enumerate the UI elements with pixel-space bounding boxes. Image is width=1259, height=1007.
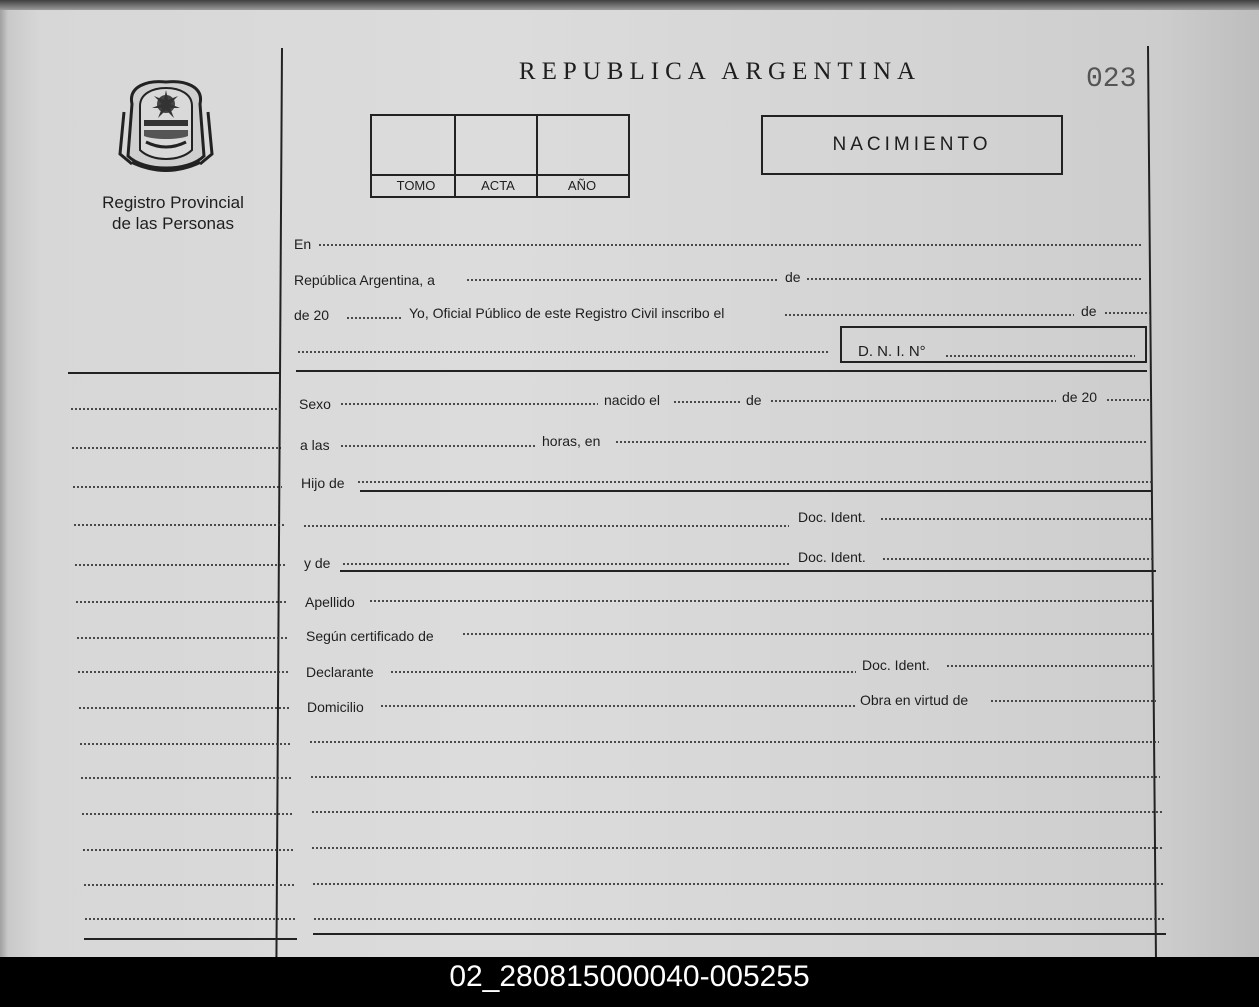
horas-en-label: horas, en bbox=[542, 433, 601, 449]
mother-doc-field[interactable] bbox=[882, 558, 1155, 560]
margin-bottom-rule bbox=[84, 938, 297, 940]
margin-line[interactable] bbox=[83, 884, 296, 886]
obra-en-virtud-label: Obra en virtud de bbox=[860, 692, 969, 708]
a-las-label: a las bbox=[300, 437, 330, 453]
section-divider-1 bbox=[296, 370, 1147, 372]
bottom-rule bbox=[313, 933, 1166, 935]
segun-certificado-label: Según certificado de bbox=[306, 628, 434, 644]
y-de-label: y de bbox=[304, 555, 331, 571]
birth-year-field[interactable] bbox=[1106, 399, 1150, 401]
father-name-field[interactable] bbox=[303, 525, 789, 527]
margin-line[interactable] bbox=[74, 564, 285, 566]
de-20-label: de 20 bbox=[294, 307, 330, 323]
domicilio-label: Domicilio bbox=[307, 699, 364, 715]
margin-line[interactable] bbox=[78, 707, 290, 709]
margin-line[interactable] bbox=[79, 743, 291, 745]
note-line[interactable] bbox=[313, 918, 1165, 920]
note-line[interactable] bbox=[312, 883, 1164, 885]
birth-day-field[interactable] bbox=[673, 401, 741, 403]
margin-divider-line bbox=[275, 48, 283, 957]
acta-label: ACTA bbox=[481, 178, 515, 193]
dni-field[interactable] bbox=[945, 355, 1135, 357]
margin-line[interactable] bbox=[75, 601, 286, 603]
image-id-label: 02_280815000040-005255 bbox=[449, 960, 810, 993]
hijo-de-label: Hijo de bbox=[301, 475, 345, 491]
doc-ident-label-2: Doc. Ident. bbox=[798, 549, 866, 565]
republica-label: República Argentina, a bbox=[294, 272, 435, 288]
dni-label: D. N. I. N° bbox=[858, 343, 926, 360]
inscribo-field[interactable] bbox=[784, 314, 1074, 316]
margin-line[interactable] bbox=[70, 408, 280, 410]
margin-line[interactable] bbox=[72, 486, 282, 488]
act-type-box bbox=[761, 115, 1063, 175]
certificado-field[interactable] bbox=[462, 633, 1155, 635]
right-border-line bbox=[1147, 46, 1157, 957]
note-line[interactable] bbox=[310, 776, 1160, 778]
margin-line[interactable] bbox=[73, 524, 284, 526]
margin-line[interactable] bbox=[71, 447, 281, 449]
birth-month-field[interactable] bbox=[770, 400, 1056, 402]
de-label-3: de bbox=[746, 392, 762, 408]
page-top-edge bbox=[0, 0, 1259, 10]
name-field[interactable] bbox=[297, 351, 830, 353]
obra-en-virtud-field[interactable] bbox=[990, 700, 1156, 702]
margin-line[interactable] bbox=[82, 849, 295, 851]
tomo-label: TOMO bbox=[396, 178, 436, 193]
birth-place-field[interactable] bbox=[615, 441, 1148, 443]
margin-line[interactable] bbox=[77, 671, 289, 673]
act-type-label: NACIMIENTO bbox=[832, 134, 992, 155]
day-field[interactable] bbox=[466, 279, 778, 281]
declarante-field[interactable] bbox=[390, 671, 856, 673]
section-divider-2 bbox=[340, 570, 1156, 572]
de-label-2: de bbox=[1081, 303, 1097, 319]
ano-label: AÑO bbox=[567, 178, 597, 193]
domicilio-field[interactable] bbox=[380, 705, 856, 707]
declarante-doc-field[interactable] bbox=[946, 665, 1152, 667]
hour-field[interactable] bbox=[340, 445, 536, 447]
hijo-underline bbox=[360, 490, 1152, 492]
apellido-label: Apellido bbox=[305, 594, 355, 610]
margin-line[interactable] bbox=[76, 637, 287, 639]
margin-top-rule bbox=[68, 372, 279, 374]
note-line[interactable] bbox=[311, 811, 1162, 813]
registry-line-2: de las Personas bbox=[112, 214, 234, 233]
image-id-bar bbox=[0, 957, 1259, 1007]
nacido-el-label: nacido el bbox=[604, 392, 661, 408]
apellido-field[interactable] bbox=[369, 600, 1154, 602]
declarante-label: Declarante bbox=[306, 664, 374, 680]
father-doc-field[interactable] bbox=[880, 518, 1153, 520]
en-label: En bbox=[294, 236, 312, 252]
en-field[interactable] bbox=[318, 244, 1141, 246]
month-field[interactable] bbox=[806, 278, 1143, 280]
note-line[interactable] bbox=[309, 741, 1159, 743]
margin-line[interactable] bbox=[80, 777, 292, 779]
note-line[interactable] bbox=[311, 847, 1163, 849]
margin-line[interactable] bbox=[81, 813, 294, 815]
sexo-field[interactable] bbox=[340, 403, 598, 405]
de-20-label-2: de 20 bbox=[1062, 389, 1098, 405]
inscribo-de-field[interactable] bbox=[1104, 312, 1150, 314]
doc-ident-label-1: Doc. Ident. bbox=[798, 509, 866, 525]
father-field[interactable] bbox=[357, 481, 1152, 483]
margin-line[interactable] bbox=[84, 918, 297, 920]
serial-number: 023 bbox=[1086, 64, 1137, 95]
doc-ident-label-3: Doc. Ident. bbox=[862, 657, 930, 673]
registry-title bbox=[60, 192, 286, 234]
country-title: REPUBLICA ARGENTINA bbox=[518, 58, 922, 85]
yo-oficial-label: Yo, Oficial Público de este Registro Civil inscribo el bbox=[409, 305, 725, 321]
volume-act-year-box bbox=[370, 114, 630, 198]
registry-line-1: Registro Provincial bbox=[102, 193, 244, 212]
misiones-seal-icon bbox=[118, 76, 214, 176]
de-label-1: de bbox=[785, 269, 801, 285]
mother-field[interactable] bbox=[342, 563, 790, 565]
sexo-label: Sexo bbox=[299, 396, 331, 412]
dni-box bbox=[840, 326, 1147, 363]
year-field[interactable] bbox=[346, 317, 402, 319]
